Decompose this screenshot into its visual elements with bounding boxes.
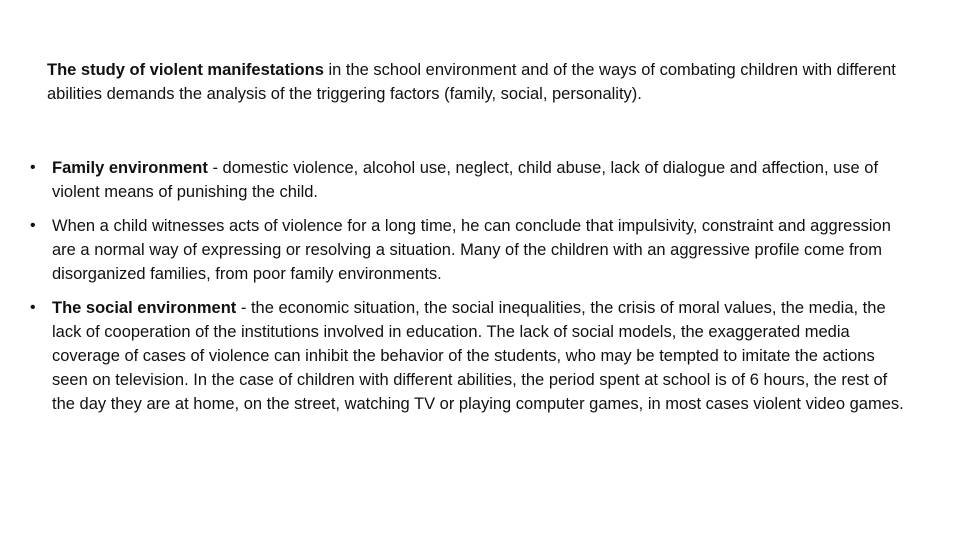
bullet-text: When a child witnesses acts of violence for a long time, he can conclude that impulsivity, constraint and aggression are a normal way of expressing or resolving a situation. Many of the children with an aggressive profile come from disorganized families, from poor family environments. (52, 217, 891, 283)
bullet-list (30, 156, 910, 426)
intro-lead: The study of violent manifestations (47, 61, 324, 79)
bullet-text: - the economic situation, the social inequalities, the crisis of moral values, the media, the lack of cooperation of the institutions involved in education. The lack of social models, the exaggerated media coverage of cases of violence can inhibit the behavior of the students, who may be tempted to imitate the actions seen on television. In the case of children with different abilities, the period spent at school is of 6 hours, the rest of the day they are at home, on the street, watching TV or playing computer games, in most cases violent video games. (52, 299, 904, 413)
bullet-marker: • (30, 299, 36, 316)
intro-text: in the school environment and of the ways of combating children with different abilities demands the analysis of the triggering factors (family, social, personality). (47, 61, 896, 103)
intro-paragraph (47, 58, 897, 106)
bullet-social-environment (30, 296, 910, 416)
bullet-marker: • (30, 159, 36, 176)
bullet-lead: The social environment (52, 299, 237, 317)
bullet-lead: Family environment (52, 159, 208, 177)
bullet-witness-violence (30, 214, 910, 286)
bullet-family-environment (30, 156, 910, 204)
bullet-text: - domestic violence, alcohol use, neglect, child abuse, lack of dialogue and affection, use of violent means of punishing the child. (52, 159, 879, 201)
bullet-marker: • (30, 217, 36, 234)
